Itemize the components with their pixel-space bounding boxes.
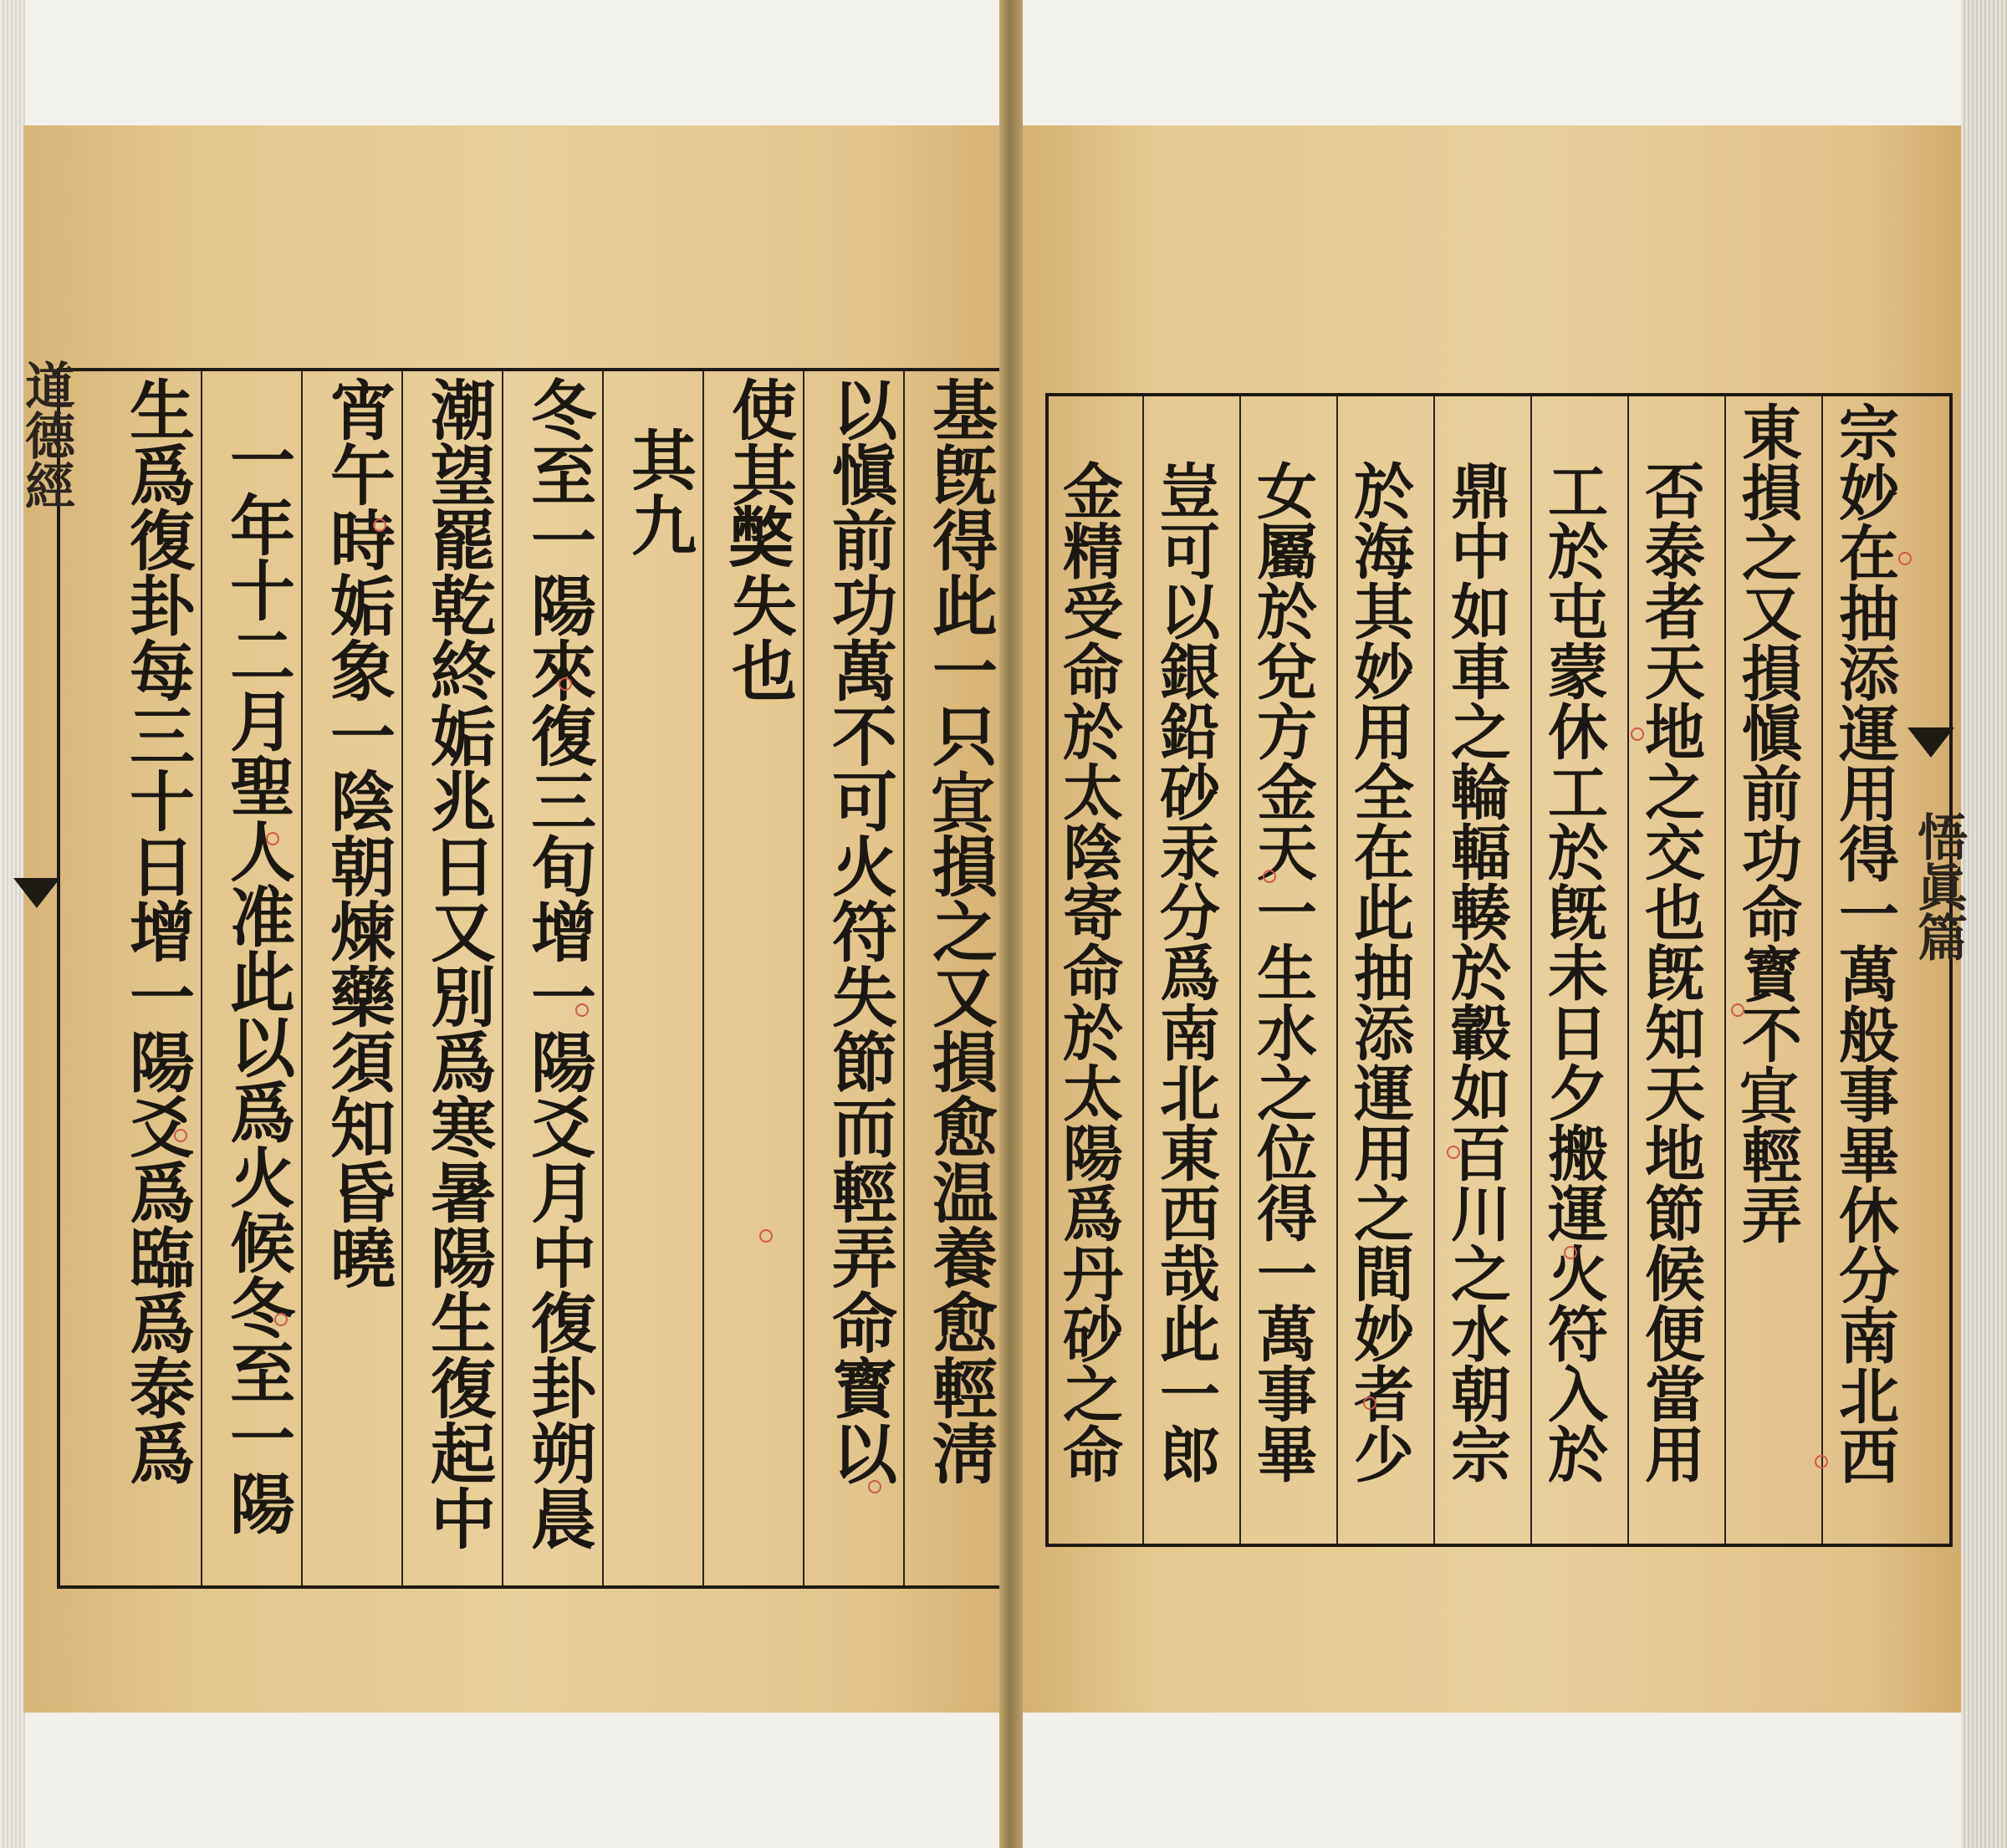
left-text-column: 冬至一陽來復三旬增一陽爻月中復卦朔晨	[520, 376, 596, 1550]
right-text-column: 工於屯蒙休工於旣未日夕搬運火符入於	[1538, 460, 1609, 1483]
red-punctuation-mark	[559, 677, 572, 691]
left-text-column: 使其𡚁失也	[721, 376, 797, 702]
right-text-column: 金精受命於太陰寄命於太陽爲丹砂之命	[1053, 460, 1124, 1483]
left-text-column: 潮望罷乾終姤兆日又別爲寒暑陽生復起中	[420, 376, 496, 1550]
right-fold-title: 悟眞篇	[1909, 811, 1968, 962]
right-fold-column	[1909, 376, 1968, 1547]
book-gutter	[999, 0, 1023, 1848]
left-page	[17, 125, 1010, 1713]
red-punctuation-mark	[1447, 1146, 1460, 1159]
red-punctuation-mark	[174, 1129, 187, 1142]
right-text-column: 於海其妙用全在此抽添運用之間妙者少	[1344, 460, 1415, 1483]
left-text-column: 基旣得此一只𡨋損之又損愈温養愈輕淸	[922, 376, 998, 1485]
red-punctuation-mark	[575, 1003, 589, 1017]
left-text-column: 以愼前功萬不可火符失節而輕弄命寳以	[821, 376, 897, 1485]
red-punctuation-mark	[1815, 1455, 1828, 1468]
red-punctuation-mark	[868, 1480, 881, 1493]
right-page	[1012, 125, 1968, 1713]
right-page-edges	[1961, 0, 2007, 1848]
right-text-column: 豈可以銀鉛砂汞分爲南北東西哉此一郎	[1150, 460, 1221, 1483]
red-punctuation-mark	[266, 832, 279, 845]
red-punctuation-mark	[759, 1229, 773, 1243]
left-text-column: 其九	[620, 426, 697, 557]
left-page-edges	[0, 0, 25, 1848]
red-punctuation-mark	[1263, 870, 1276, 883]
red-punctuation-mark	[1898, 552, 1912, 565]
right-fish-tail-mark	[1907, 727, 1954, 758]
red-punctuation-mark	[1363, 1396, 1376, 1410]
right-text-column: 女屬於兌方金天一生水之位得一萬事畢	[1247, 460, 1318, 1483]
right-text-area	[1049, 401, 1910, 1539]
left-fold-title: 道德經	[17, 360, 75, 510]
right-text-column: 宗妙在抽添運用得一萬般事畢休分南北西	[1829, 401, 1900, 1485]
red-punctuation-mark	[1631, 727, 1644, 741]
right-text-column: 否泰者天地之交也旣知天地節候便當用	[1635, 460, 1706, 1483]
right-text-column: 鼎中如車之輪輻輳於轂如百川之水朝宗	[1441, 460, 1512, 1483]
red-punctuation-mark	[1564, 1246, 1577, 1259]
right-text-column: 東損之又損愼前功命寳不𡨋輕弄	[1732, 401, 1803, 1244]
red-punctuation-mark	[1731, 1003, 1744, 1017]
left-text-column: 宵午時姤象一陰朝煉藥須知昏曉	[319, 376, 396, 1289]
left-text-column: 一年十二月聖人准此以爲火候冬至一陽	[219, 426, 295, 1535]
red-punctuation-mark	[274, 1313, 288, 1326]
left-text-area	[60, 376, 1005, 1580]
red-punctuation-mark	[373, 518, 386, 532]
left-fold-column	[17, 351, 75, 1606]
left-fish-tail-mark	[13, 878, 60, 908]
left-text-column: 生爲復卦每三十日增一陽爻爲臨爲泰爲	[119, 376, 195, 1485]
